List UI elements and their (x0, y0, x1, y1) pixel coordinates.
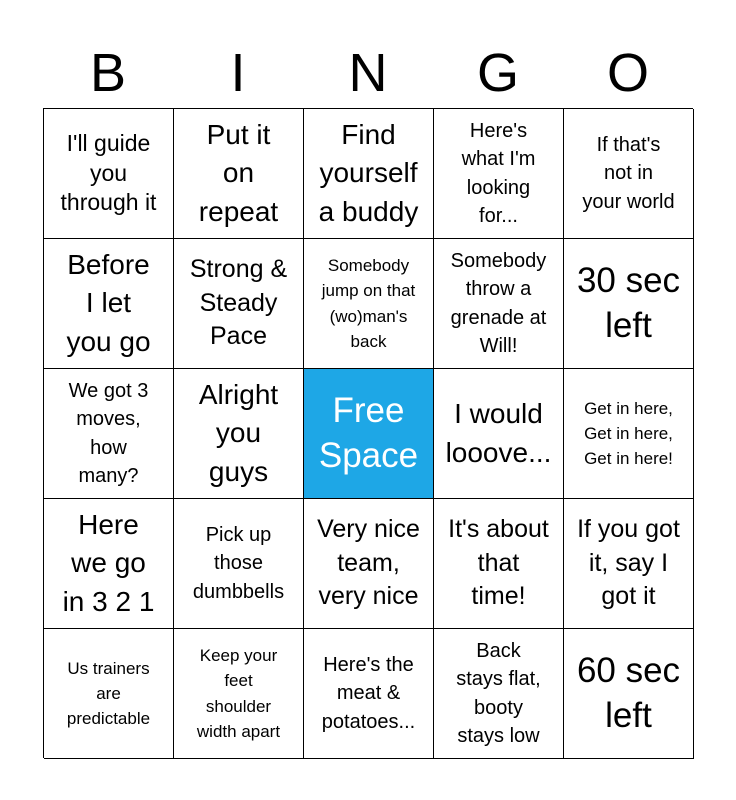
bingo-cell-r1c4[interactable] (434, 109, 564, 239)
cell-text: Get in here, Get in here, Get in here! (584, 398, 673, 469)
bingo-cell-r5c3[interactable] (304, 629, 434, 759)
cell-text: Here's the meat & potatoes... (321, 653, 416, 733)
bingo-cell-r4c5[interactable] (564, 499, 694, 629)
bingo-cell-r2c1[interactable] (44, 239, 174, 369)
cell-text: Pick up those dumbbells (192, 523, 285, 603)
cell-text: 30 sec left (576, 260, 681, 345)
cell-text: I would looove... (445, 398, 552, 468)
cell-text: Put it on repeat (198, 119, 279, 227)
bingo-cell-r1c1[interactable] (44, 109, 174, 239)
cell-text: I'll guide you through it (60, 129, 157, 216)
header-letter-o: O (606, 43, 649, 103)
bingo-cell-r2c2[interactable] (174, 239, 304, 369)
header-letter-g: G (476, 43, 519, 103)
cell-text: Very nice team, very nice (317, 514, 420, 611)
bingo-cell-r1c5[interactable] (564, 109, 694, 239)
cell-text: 60 sec left (576, 650, 681, 735)
bingo-cell-r4c4[interactable] (434, 499, 564, 629)
cell-text: Find yourself a buddy (318, 119, 419, 227)
bingo-cell-r5c4[interactable] (434, 629, 564, 759)
bingo-cell-r1c3[interactable] (304, 109, 434, 239)
cell-text: Us trainers are predictable (66, 658, 151, 729)
bingo-cell-r2c5[interactable] (564, 239, 694, 369)
bingo-cell-r3c2[interactable] (174, 369, 304, 499)
bingo-cell-r5c1[interactable] (44, 629, 174, 759)
bingo-cell-r4c2[interactable] (174, 499, 304, 629)
header-letter-n: N (348, 43, 388, 103)
cell-text: Strong & Steady Pace (189, 254, 288, 351)
cell-text: If that's not in your world (582, 133, 675, 213)
bingo-cell-r1c2[interactable] (174, 109, 304, 239)
bingo-header (43, 38, 693, 108)
free-space-cell[interactable] (304, 369, 434, 499)
bingo-cell-r5c2[interactable] (174, 629, 304, 759)
cell-text: Somebody throw a grenade at Will! (450, 249, 547, 357)
header-letter-b: B (89, 43, 127, 103)
cell-text: If you got it, say I got it (577, 514, 680, 611)
cell-text: Before I let you go (66, 249, 151, 357)
bingo-cell-r5c5[interactable] (564, 629, 694, 759)
bingo-cell-r4c1[interactable] (44, 499, 174, 629)
bingo-board (43, 108, 693, 758)
bingo-cell-r4c3[interactable] (304, 499, 434, 629)
cell-text: Alright you guys (198, 379, 279, 487)
cell-text: We got 3 moves, how many? (68, 379, 149, 487)
header-letter-i: I (230, 43, 246, 103)
bingo-cell-r2c3[interactable] (304, 239, 434, 369)
bingo-cell-r2c4[interactable] (434, 239, 564, 369)
cell-text: Free Space (318, 390, 419, 475)
bingo-cell-r3c1[interactable] (44, 369, 174, 499)
cell-text: Back stays flat, booty stays low (456, 639, 541, 747)
cell-text: Somebody jump on that (wo)man's back (321, 256, 416, 351)
bingo-cell-r3c4[interactable] (434, 369, 564, 499)
cell-text: Here's what I'm looking for... (461, 119, 536, 227)
cell-text: Keep your feet shoulder width apart (196, 646, 281, 741)
cell-text: It's about that time! (448, 514, 549, 611)
cell-text: Here we go in 3 2 1 (62, 509, 155, 617)
bingo-cell-r3c5[interactable] (564, 369, 694, 499)
